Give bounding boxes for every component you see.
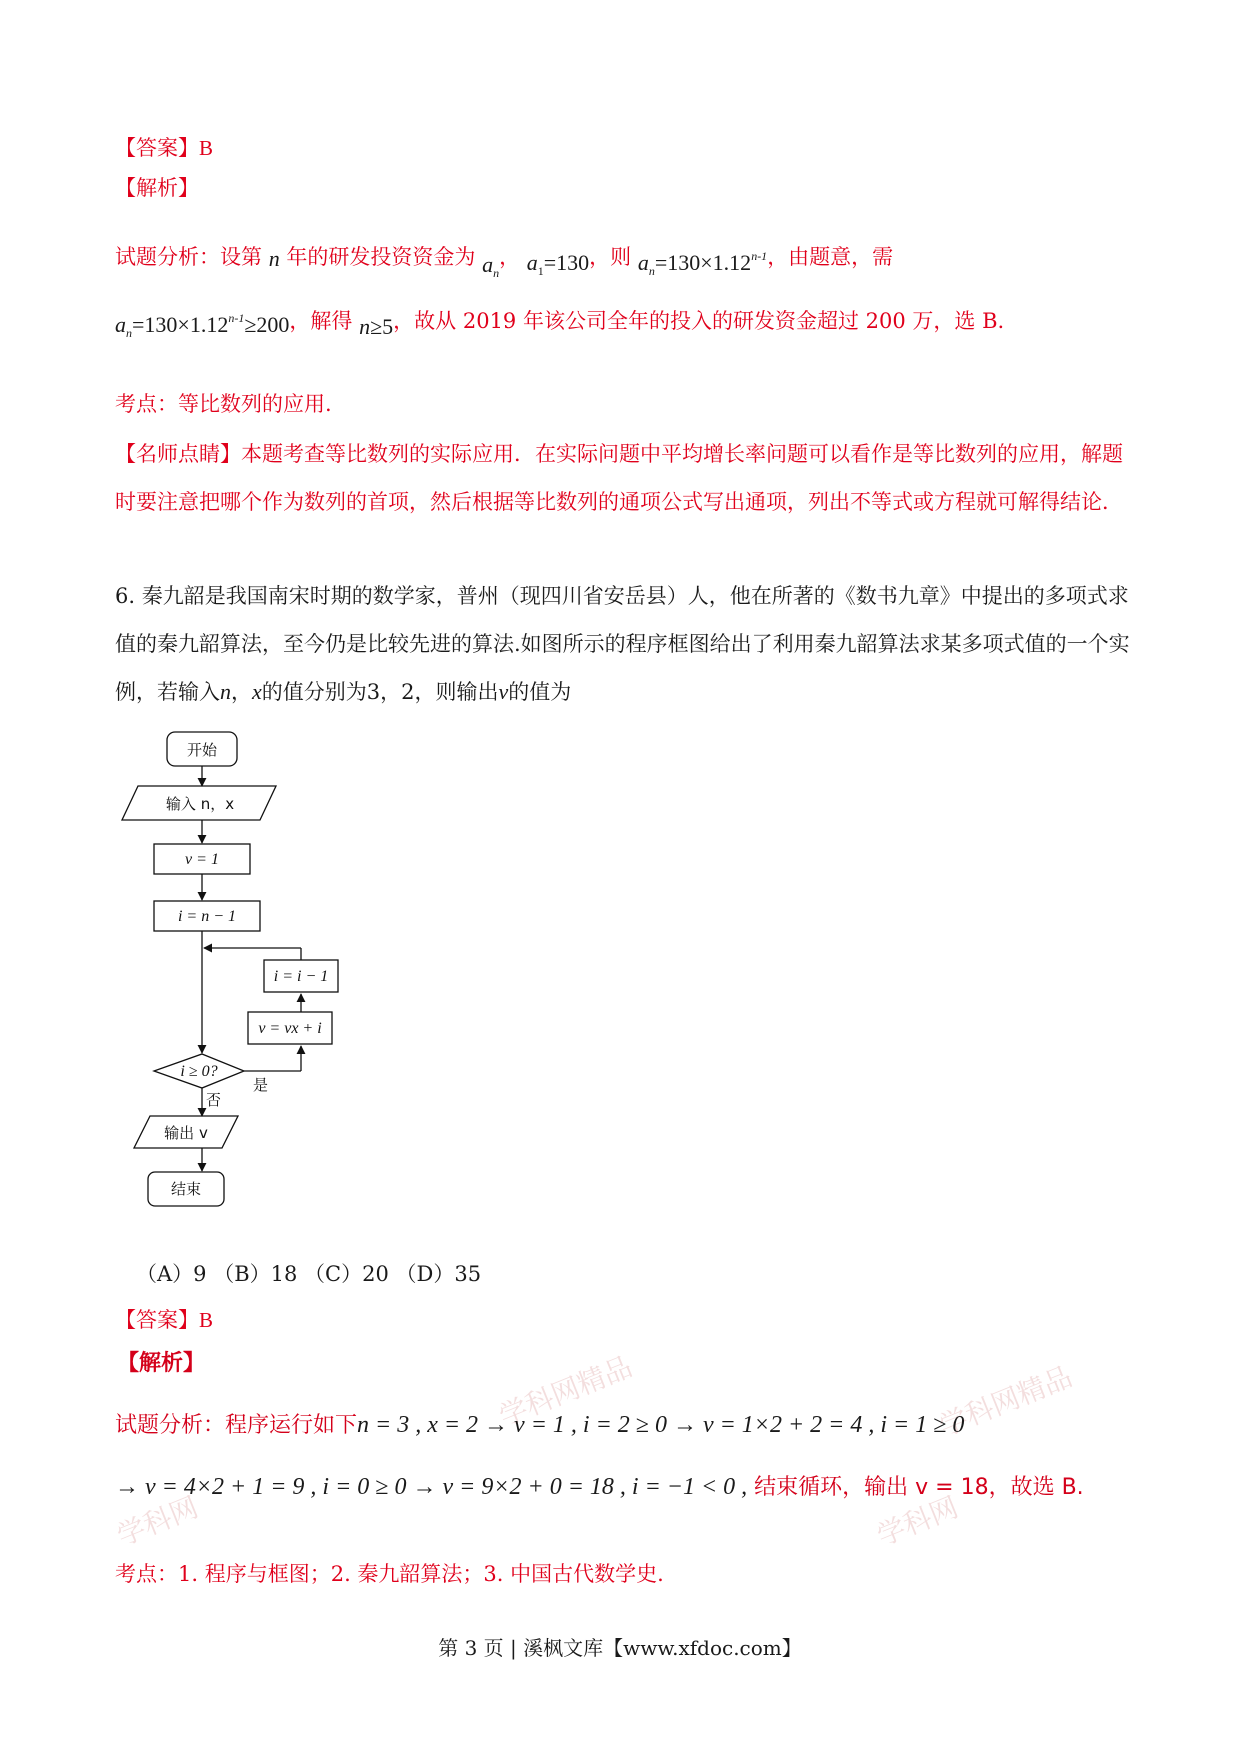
question-text: 6. 秦九韶是我国南宋时期的数学家，普州（现四川省安岳县）人，他在所著的《数书九章》中提出的多项式求值的秦九韶算法，至今仍是比较先进的算法.如图所示的程序框图给出了利用秦九韶算法求某多项式值的一个实例，若输入 (115, 584, 1130, 704)
analysis-heading (115, 174, 199, 202)
solution-line-2 (115, 1470, 1084, 1501)
watermark: 学科网精品 (934, 1359, 1077, 1443)
comma: ， (499, 245, 521, 269)
i-dec-label: i = i − 1 (273, 968, 329, 985)
end-label: 结束 (170, 1180, 202, 1198)
separator: ， (231, 680, 252, 704)
var-n: n (220, 679, 231, 704)
no-label: 否 (206, 1091, 222, 1109)
answer-label (115, 134, 213, 162)
analysis-text: 年的研发投资资金为 (286, 245, 476, 269)
math-n: n (268, 246, 280, 271)
math-an: $a_n$ (482, 252, 500, 280)
start-label: 开始 (186, 741, 218, 759)
input-label: 输入 n，x (165, 795, 235, 813)
analysis-line-1 (115, 236, 893, 279)
then-text: ，则 (589, 245, 632, 269)
math-n-ge-5: n≥5 (359, 314, 394, 339)
analysis-label: 【解析】 (115, 176, 199, 200)
solution-line-1 (115, 1408, 964, 1439)
i-init-label: i = n − 1 (177, 908, 237, 925)
decision-label: i ≥ 0? (180, 1063, 218, 1080)
analysis-line-2 (115, 300, 1004, 343)
watermark: 学科网 (112, 1490, 203, 1553)
analysis-text: ，故从 2019 年该公司全年的投入的研发资金超过 200 万，选 B. (393, 309, 1005, 333)
analysis-text: 试题分析：设第 (115, 245, 262, 269)
answer-value: B (199, 136, 214, 160)
teacher-tip: 【名师点睛】本题考查等比数列的实际应用．在实际问题中平均增长率问题可以看作是等比数列的应用，解题时要注意把哪个作为数列的首项，然后根据等比数列的通项公式写出通项，列出不等式或方程就可解得结论． (115, 442, 1123, 514)
var-v: v (498, 679, 509, 704)
answer-label-2 (115, 1306, 213, 1334)
watermark: 学科网精品 (494, 1349, 637, 1433)
answer-heading: 【答案】 (115, 1308, 199, 1332)
question-text: 的值为 (508, 680, 572, 704)
solution-math-2: → v = 4×2 + 1 = 9 , i = 0 ≥ 0 → v = 9×2 + 0 = 18 , i = −1 < 0 , (115, 1474, 748, 1500)
math-an-formula: $a_n=130\times 1.12^{n-1}$ (637, 249, 768, 278)
solution-prefix: 试题分析：程序运行如下 (115, 1413, 358, 1438)
solution-conclusion: 结束循环，输出 v = 18，故选 B. (747, 1475, 1084, 1500)
watermark: 学科网 (872, 1490, 963, 1553)
page-footer: 第 3 页 | 溪枫文库【www.xfdoc.com】 (438, 1636, 802, 1660)
answer-heading: 【答案】 (115, 136, 199, 160)
v-init-label: v = 1 (185, 851, 219, 868)
solution-math-1: n = 3 , x = 2 → v = 1 , i = 2 ≥ 0 → v = 1×2 + 2 = 4 , i = 1 ≥ 0 (357, 1412, 965, 1438)
yes-label: 是 (253, 1076, 269, 1094)
math-inequality: $a_n=130\times 1.12^{n-1}\ge 200$ (115, 311, 290, 340)
options: （A）9 （B）18 （C）20 （D）35 (136, 1262, 482, 1286)
analysis-text: ，由题意，需 (767, 245, 894, 269)
analysis-heading-2: 【解析】 (117, 1351, 206, 1376)
answer-value: B (199, 1308, 214, 1332)
flowchart (118, 728, 378, 1248)
v-update-label: v = vx + i (258, 1020, 322, 1037)
output-label: 输出 v (164, 1124, 208, 1142)
analysis-text: ，解得 (289, 309, 353, 333)
kaodian-2: 考点：1. 程序与框图；2. 秦九韶算法；3. 中国古代数学史. (115, 1562, 664, 1586)
question-6 (115, 572, 1130, 716)
var-x: x (252, 679, 262, 704)
question-text: 的值分别为3，2，则输出 (261, 680, 499, 704)
kaodian-1: 考点：等比数列的应用. (115, 392, 332, 416)
math-a1: $a_1=130$ (526, 250, 590, 278)
